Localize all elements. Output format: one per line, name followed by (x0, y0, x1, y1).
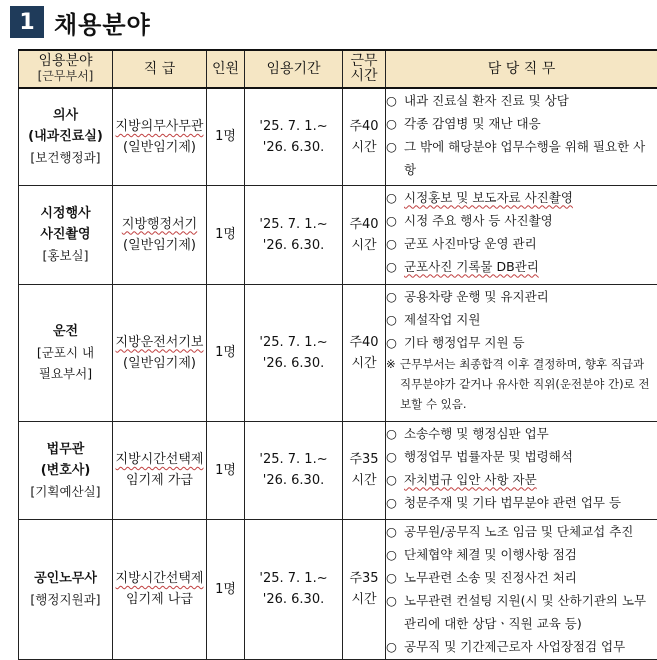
field-cell: 운전 [군포시 내 필요부서] (19, 284, 113, 421)
hours-cell: 주35 시간 (343, 421, 386, 519)
table-row (19, 185, 657, 284)
grade-cell: 지방운전서기보 (일반임기제) (113, 284, 207, 421)
hours-cell: 주40 시간 (343, 185, 386, 284)
period-cell: '25. 7. 1.~ '26. 6.30. (245, 519, 343, 659)
hours-cell: 주35 시간 (343, 519, 386, 659)
duty-item: ○ 자치법규 입안 사항 자문 (386, 468, 657, 491)
period-cell: '25. 7. 1.~ '26. 6.30. (245, 284, 343, 421)
count-cell: 1명 (207, 185, 245, 284)
grade-cell: 지방시간선택제 임기제 나급 (113, 519, 207, 659)
table-row (19, 421, 657, 519)
count-cell: 1명 (207, 284, 245, 421)
duty-item: ○ 공무원/공무직 노조 임금 및 단체교섭 추진 (386, 520, 657, 543)
count-cell: 1명 (207, 421, 245, 519)
table-row (19, 284, 657, 421)
period-cell: '25. 7. 1.~ '26. 6.30. (245, 185, 343, 284)
duties-cell (386, 88, 657, 185)
period-cell: '25. 7. 1.~ '26. 6.30. (245, 88, 343, 185)
hours-cell: 주40 시간 (343, 88, 386, 185)
table-header-row (19, 50, 657, 88)
duty-item: ○ 기타 행정업무 지원 등 (386, 331, 657, 354)
duty-item: ○ 군포 사진마당 운영 관리 (386, 232, 657, 255)
duty-item: ○ 공용차량 운행 및 유지관리 (386, 285, 657, 308)
field-cell: 법무관 (변호사) [기획예산실] (19, 421, 113, 519)
field-cell: 공인노무사 [행정지원과] (19, 519, 113, 659)
count-cell: 1명 (207, 519, 245, 659)
duty-item: ○ 노무관련 컨설팅 지원(시 및 산하기관의 노무관리에 대한 상담ㆍ직원 교육 등) (386, 589, 657, 635)
section-title: 채용분야 (54, 5, 151, 40)
field-cell: 의사 (내과진료실) [보건행정과] (19, 88, 113, 185)
table-row (19, 88, 657, 185)
duty-item: ○ 군포사진 기록물 DB관리 (386, 255, 657, 278)
section-number-badge: 1 (10, 6, 44, 38)
duty-item: ○ 시정 주요 행사 등 사진촬영 (386, 209, 657, 232)
count-cell: 1명 (207, 88, 245, 185)
duty-item: ○ 단체협약 체결 및 이행사항 점검 (386, 543, 657, 566)
duty-item: ○ 노무관련 소송 및 진정사건 처리 (386, 566, 657, 589)
period-cell: '25. 7. 1.~ '26. 6.30. (245, 421, 343, 519)
recruitment-table (18, 49, 657, 660)
grade-cell: 지방의무사무관 (일반임기제) (113, 88, 207, 185)
hours-cell: 주40 시간 (343, 284, 386, 421)
header-grade: 직 급 (113, 50, 207, 88)
duty-item: ○ 공무직 및 기간제근로자 사업장점검 업무 (386, 635, 657, 658)
header-period: 임용기간 (245, 50, 343, 88)
duties-cell (386, 185, 657, 284)
section-heading (10, 4, 151, 40)
header-duties: 담 당 직 무 (386, 50, 657, 88)
duty-item: ○ 청문주재 및 기타 법무분야 관련 업무 등 (386, 491, 657, 514)
duties-cell (386, 519, 657, 659)
duties-cell (386, 284, 657, 421)
field-cell: 시정행사 사진촬영 [홍보실] (19, 185, 113, 284)
duty-note: ※ 근무부서는 최종합격 이후 결정하며, 향후 직급과 직무분야가 같거나 유사한 직위(운전분야 간)로 전보할 수 있음. (386, 354, 657, 414)
duties-cell (386, 421, 657, 519)
duty-item: ○ 내과 진료실 환자 진료 및 상담 (386, 89, 657, 112)
duty-item: ○ 제설작업 지원 (386, 308, 657, 331)
grade-cell: 지방행정서기 (일반임기제) (113, 185, 207, 284)
header-field: 임용분야 [근무부서] (19, 50, 113, 88)
grade-cell: 지방시간선택제 임기제 가급 (113, 421, 207, 519)
table-row (19, 519, 657, 659)
header-hours: 근무 시간 (343, 50, 386, 88)
header-count: 인원 (207, 50, 245, 88)
duty-item: ○ 행정업무 법률자문 및 법령해석 (386, 445, 657, 468)
duty-item: ○ 각종 감염병 및 재난 대응 (386, 112, 657, 135)
duty-item: ○ 시정홍보 및 보도자료 사진촬영 (386, 186, 657, 209)
duty-item: ○ 소송수행 및 행정심판 업무 (386, 422, 657, 445)
header-field-sub: [근무부서] (19, 69, 112, 84)
duty-item: ○ 그 밖에 해당분야 업무수행을 위해 필요한 사항 (386, 135, 657, 181)
